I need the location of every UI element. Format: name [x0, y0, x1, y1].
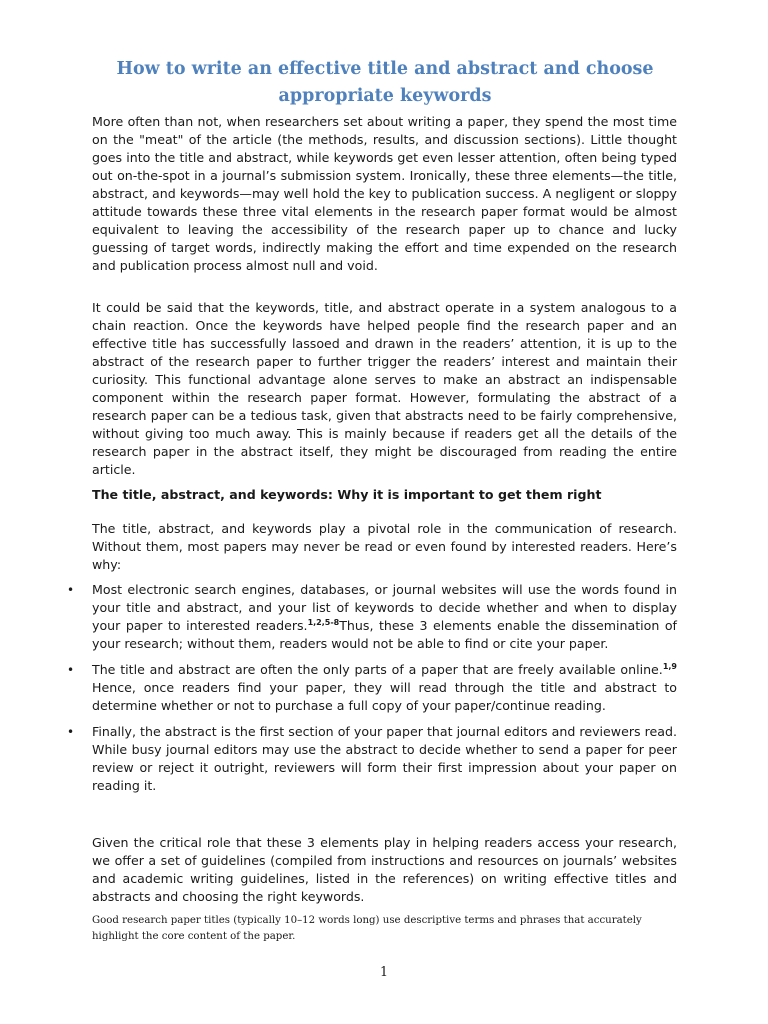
- bullet-icon: •: [67, 725, 75, 739]
- citation-superscript: 1,9: [662, 661, 677, 671]
- list-item: [62, 661, 677, 715]
- list-item: [62, 723, 677, 795]
- document-title: How to write an effective title and abstract and choose appropriate keywords: [116, 59, 654, 106]
- paragraph-intro: More often than not, when researchers set about writing a paper, they spend the most time on the "meat" of the article (the methods, results, and discussion sections). Little thought goes into the title and abstract, while keywords get even lesser attention, often being typed out on-the-spot in a journal’s submission system. Ironically, these three elements—the title, abstract, and keywords—may well hold the key to publication success. A negligent or sloppy attitude towards these three vital elements in the research paper format would be almost equivalent to leaving the accessibility of the research paper up to chance and lucky guessing of target words, indirectly making the effort and time expended on the research and publication process almost null and void.: [92, 114, 677, 273]
- list-item: [62, 581, 677, 653]
- paragraph-conclusion: Given the critical role that these 3 elements play in helping readers access your research, we offer a set of guidelines (compiled from instructions and resources on journals’ websites and academic writing guidelines, listed in the references) on writing effective titles and abstracts and choosing the right keywords.: [92, 835, 677, 904]
- bullet-icon: •: [67, 663, 75, 677]
- bullet-text: Finally, the abstract is the first section of your paper that journal editors and reviewers read. While busy journal editors may use the abstract to decide whether to send a paper for peer review or reject it outright, reviewers will form their first impression about your paper on reading it.: [92, 724, 677, 793]
- paragraph-why-important: The title, abstract, and keywords play a pivotal role in the communication of research. Without them, most papers may never be read or even found by interested readers. Here’s why:: [92, 521, 677, 572]
- bullet-text: Most electronic search engines, databases, or journal websites will use the words found in your title and abstract, and your list of keywords to decide whether and when to display your paper to interested readers.: [92, 582, 677, 633]
- bullet-text-continued: Hence, once readers find your paper, they will read through the title and abstract to determine whether or not to purchase a full copy of your paper/continue reading.: [92, 680, 677, 713]
- citation-superscript: 1,2,5-8: [307, 617, 340, 627]
- section-heading: The title, abstract, and keywords: Why it is important to get them right: [92, 487, 602, 502]
- figure-caption: Good research paper titles (typically 10–12 words long) use descriptive terms and phrases that accurately highlight the core content of the paper.: [92, 915, 642, 942]
- paragraph-chain-reaction: It could be said that the keywords, title, and abstract operate in a system analogous to a chain reaction. Once the keywords have helped people find the research paper and an effective title has successfully lassoed and drawn in the readers’ attention, it is up to the abstract of the research paper to further trigger the readers’ interest and maintain their curiosity. This functional advantage alone serves to make an abstract an indispensable component within the research paper format. However, formulating the abstract of a research paper can be a tedious task, given that abstracts need to be fairly comprehensive, without giving too much away. This is mainly because if readers get all the details of the research paper in the abstract itself, they might be discouraged from reading the entire article.: [92, 300, 677, 477]
- page-number: 1: [379, 964, 388, 979]
- bullet-text: The title and abstract are often the only parts of a paper that are freely available online.: [92, 662, 663, 677]
- bullet-icon: •: [67, 583, 75, 597]
- bullet-text-continued: Thus, these 3 elements enable the dissemination of your research; without them, readers would not be able to find or cite your paper.: [92, 618, 677, 651]
- bullet-list: [62, 581, 677, 803]
